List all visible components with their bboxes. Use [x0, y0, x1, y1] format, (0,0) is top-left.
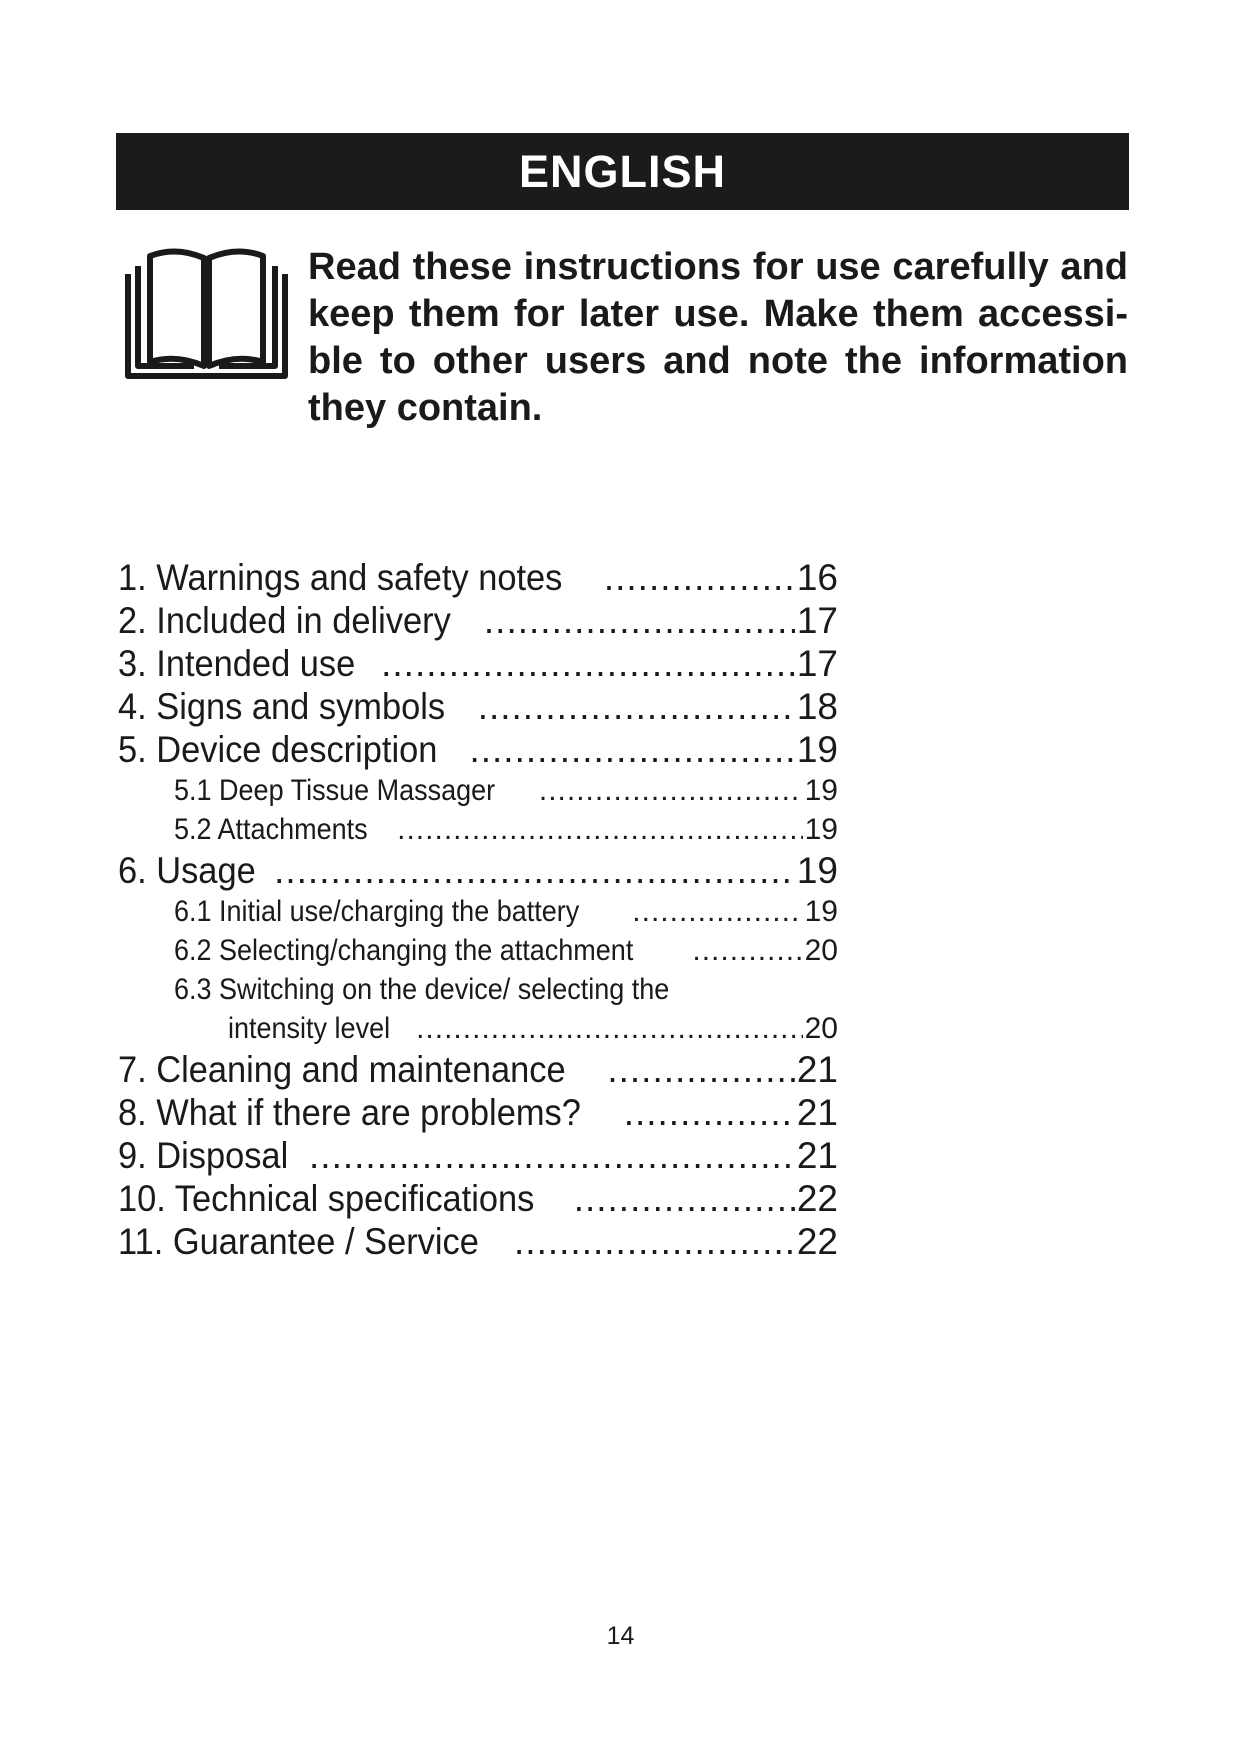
toc-entry-title: 6. Usage — [118, 850, 256, 891]
toc-entry-page: 20 — [804, 1012, 838, 1045]
language-header — [116, 133, 1129, 210]
toc-subentry — [118, 970, 838, 1009]
toc-entry-title: 7. Cleaning and maintenance — [118, 1049, 566, 1090]
toc-entry-page: 17 — [796, 643, 838, 684]
toc-entry — [118, 1220, 838, 1263]
toc-entry-page: 21 — [796, 1092, 838, 1133]
toc-entry — [118, 599, 838, 642]
toc-entry — [118, 642, 838, 685]
language-title: ENGLISH — [518, 145, 727, 197]
toc-entry-page: 19 — [804, 895, 838, 928]
toc-subentry — [118, 892, 838, 931]
toc-entry-title: 6.1 Initial use/charging the battery — [174, 895, 580, 928]
toc-subentry — [118, 771, 838, 810]
toc-entry — [118, 556, 838, 599]
toc-entry-title: 8. What if there are problems? — [118, 1092, 581, 1133]
toc-entry — [118, 849, 838, 892]
toc-entry-title: 10. Technical specifications — [118, 1178, 535, 1219]
toc-entry-page: 22 — [796, 1221, 838, 1262]
toc-entry-page: 20 — [804, 934, 838, 967]
toc-entry-title: 1. Warnings and safety notes — [118, 557, 563, 598]
toc-subentry — [118, 810, 838, 849]
toc-entry — [118, 1048, 838, 1091]
toc-entry-page: 19 — [796, 850, 838, 891]
toc-entry-title: 3. Intended use — [118, 643, 356, 684]
toc-entry-page: 21 — [796, 1049, 838, 1090]
intro-text: Read these instructions for use carefully and keep them for later use. Make them accessi-ble to other users and note the information they contain. — [308, 246, 1128, 429]
toc-entry — [118, 1177, 838, 1220]
toc-entry-title: 5.2 Attachments — [174, 813, 368, 846]
toc-entry-title: 9. Disposal — [118, 1135, 289, 1176]
toc-entry-page: 19 — [796, 729, 838, 770]
table-of-contents — [118, 556, 838, 1263]
toc-entry — [118, 1134, 838, 1177]
toc-entry-page: 21 — [796, 1135, 838, 1176]
toc-entry-title: 4. Signs and symbols — [118, 686, 446, 727]
toc-subentry-continuation — [118, 1009, 838, 1048]
toc-entry-page: 19 — [804, 813, 838, 846]
toc-entry-page: 22 — [796, 1178, 838, 1219]
toc-entry-page: 17 — [796, 600, 838, 641]
toc-entry-title: 5.1 Deep Tissue Massager — [174, 774, 496, 807]
toc-subentry — [118, 931, 838, 970]
toc-entry-title: 2. Included in delivery — [118, 600, 451, 641]
toc-entry-title: intensity level — [228, 1012, 391, 1045]
toc-entry — [118, 728, 838, 771]
page-number: 14 — [606, 1622, 635, 1650]
toc-entry — [118, 1091, 838, 1134]
toc-entry-page: 19 — [804, 774, 838, 807]
toc-entry-title: 6.2 Selecting/changing the attachment — [174, 934, 634, 967]
toc-entry-page: 18 — [796, 686, 838, 727]
toc-entry-title: 5. Device description — [118, 729, 438, 770]
toc-entry-page: 16 — [796, 557, 838, 598]
toc-entry-title: 11. Guarantee / Service — [118, 1221, 479, 1262]
toc-entry-title: 6.3 Switching on the device/ selecting the — [174, 973, 670, 1006]
open-book-icon — [124, 244, 289, 382]
toc-entry — [118, 685, 838, 728]
